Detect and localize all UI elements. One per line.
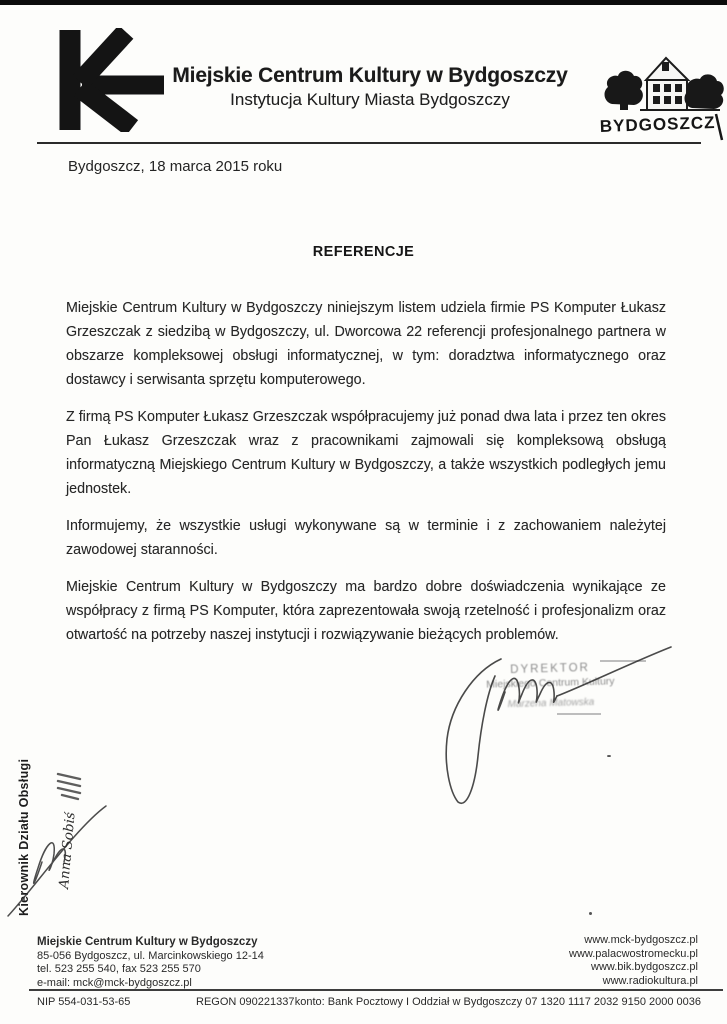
scan-speck [589, 912, 592, 915]
footer-org-name: Miejskie Centrum Kultury w Bydgoszczy [37, 936, 258, 948]
dateline: Bydgoszcz, 18 marca 2015 roku [68, 158, 283, 175]
org-title: Miejskie Centrum Kultury w Bydgoszczy [172, 64, 568, 87]
director-signature-scribble [423, 644, 675, 812]
paragraph-1: Miejskie Centrum Kultury w Bydgoszczy niniejszym listem udziela firmie PS Komputer Łukasz Grzeszczak z siedzibą w Bydgoszczy, ul. Dworcowa 22 referencji profesjonalnego partnera w obszarze kompleksowej obsługi informatycznej, w tym: doradztwa informatycznego oraz dostawcy i serwisanta sprzętu komputerowego. [66, 300, 666, 388]
footer-phone: tel. 523 255 540, fax 523 255 570 [37, 963, 201, 975]
footer-address: 85-056 Bydgoszcz, ul. Marcinkowskiego 12-14 [37, 949, 264, 962]
side-signature-role: Kierownik Działu Obsługi [17, 758, 31, 916]
mck-arrow-logo-icon [46, 28, 164, 132]
paragraph-2: Z firmą PS Komputer Łukasz Grzeszczak współpracujemy już ponad dwa lata i przez ten okres Pan Łukasz Grzeszczak wraz z pracownikami zajmowali się kompleksową obsługą informatyczną Miejskiego Centrum Kultury w Bydgoszczy, a także wszystkich podległych jemu jednostek. [66, 409, 666, 497]
bydgoszcz-buildings-icon [598, 50, 724, 142]
footer-email: e-mail: mck@mck-bydgoszcz.pl [37, 976, 192, 989]
paragraph-3: Informujemy, że wszystkie usługi wykonywane są w terminie i z zachowaniem należytej zawodowej staranności. [66, 518, 666, 558]
header-divider [37, 142, 701, 144]
org-subtitle: Instytucja Kultury Miasta Bydgoszczy [230, 90, 510, 109]
footer-contact-block [37, 936, 264, 990]
stamp-org: Miejskiego Centrum Kultury [486, 675, 615, 691]
footer-nip: NIP 554-031-53-65 [37, 996, 131, 1008]
footer-regon: REGON 090221337 [196, 996, 295, 1008]
letter-body [66, 296, 666, 660]
side-signature-scribble [4, 766, 112, 922]
footer-website: www.palacwostromecku.pl [569, 947, 698, 960]
side-signature-name: Anna Sobiś [56, 811, 79, 890]
footer-website: www.bik.bydgoszcz.pl [591, 961, 698, 973]
footer-websites-block [569, 934, 698, 988]
scan-speck [607, 755, 611, 757]
paragraph-4: Miejskie Centrum Kultury w Bydgoszczy ma bardzo dobre doświadczenia wynikające ze współpracy z firmą PS Komputer, która zaprezentowała swoją rzetelność i profesjonalizm oraz otwartość na potrzeby naszej instytucji i rozwiązywanie bieżących problemów. [66, 579, 666, 643]
footer-website: www.radiokultura.pl [602, 974, 698, 987]
footer-divider [29, 989, 723, 991]
document-title: REFERENCJE [312, 244, 415, 260]
stamp-title: DYREKTOR [510, 661, 591, 677]
stamp-name: Marzena Matowska [507, 696, 595, 711]
footer-website: www.mck-bydgoszcz.pl [584, 934, 698, 946]
footer-bank-account: konto: Bank Pocztowy I Oddział w Bydgoszczy 07 1320 1117 2032 9150 2000 0036 [294, 996, 701, 1008]
city-logo-text: BYDGOSZCZ [599, 112, 716, 136]
scan-edge-artifact [0, 0, 727, 5]
